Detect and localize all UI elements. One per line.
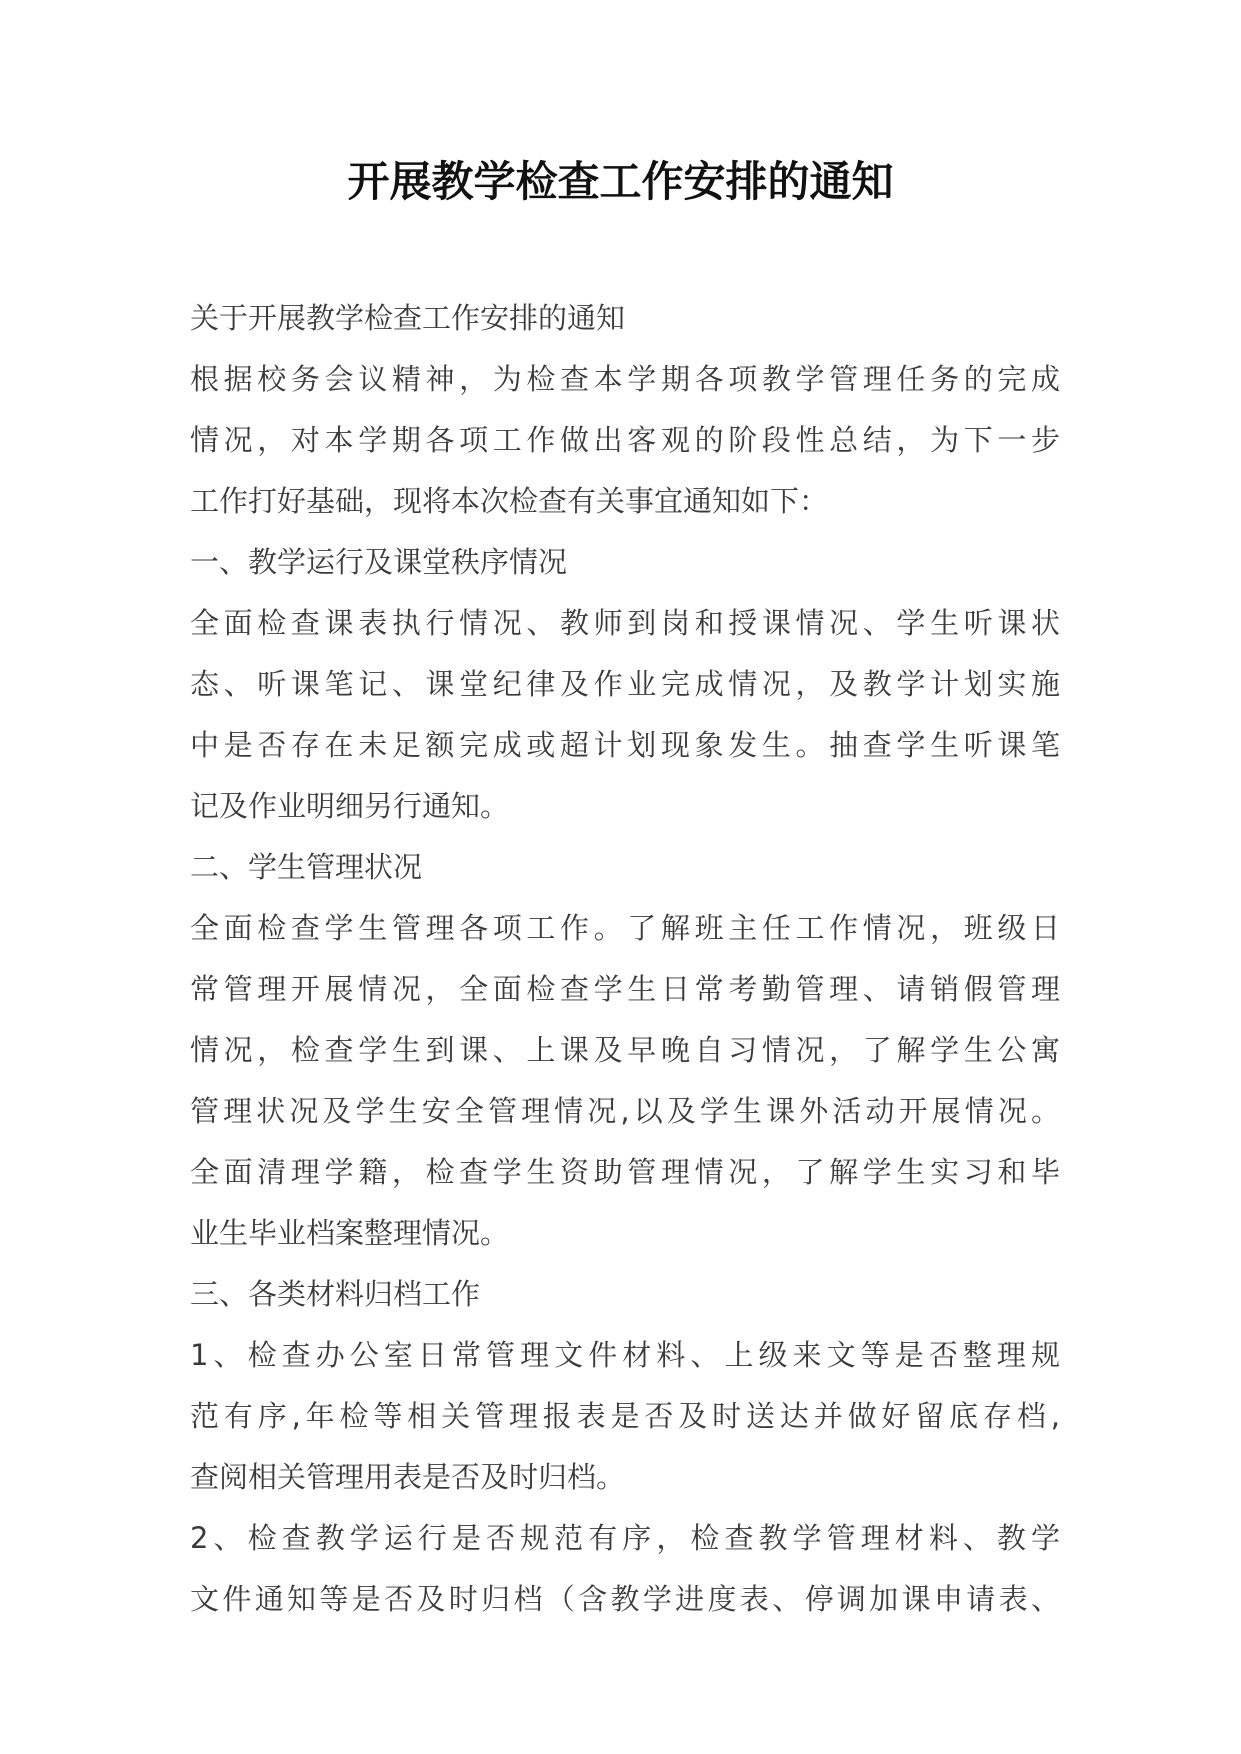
section-heading: 二、学生管理状况 <box>190 850 423 884</box>
document-body <box>190 288 1060 1630</box>
document-title: 开展教学检查工作安排的通知 <box>347 157 894 206</box>
section-heading: 一、教学运行及课堂秩序情况 <box>190 545 568 579</box>
paragraph-line: 文件通知等是否及时归档（含教学进度表、停调加课申请表、 <box>190 1582 1060 1616</box>
paragraph-line: 管理状况及学生安全管理情况,以及学生课外活动开展情况。 <box>190 1094 1060 1128</box>
section-heading: 三、各类材料归档工作 <box>190 1277 481 1311</box>
paragraph-line: 工作打好基础，现将本次检查有关事宜通知如下： <box>190 484 829 518</box>
paragraph-line: 情况，对本学期各项工作做出客观的阶段性总结，为下一步 <box>190 423 1060 457</box>
paragraph-line: 全面检查学生管理各项工作。了解班主任工作情况，班级日 <box>190 911 1060 945</box>
paragraph-line: 1、检查办公室日常管理文件材料、上级来文等是否整理规 <box>190 1338 1060 1372</box>
paragraph-line: 记及作业明细另行通知。 <box>190 789 510 823</box>
paragraph-line: 中是否存在未足额完成或超计划现象发生。抽查学生听课笔 <box>190 728 1060 762</box>
paragraph-line: 2、检查教学运行是否规范有序，检查教学管理材料、教学 <box>190 1521 1060 1555</box>
paragraph-line: 常管理开展情况，全面检查学生日常考勤管理、请销假管理 <box>190 972 1060 1006</box>
paragraph-line: 范有序,年检等相关管理报表是否及时送达并做好留底存档, <box>190 1399 1060 1433</box>
paragraph-line: 查阅相关管理用表是否及时归档。 <box>190 1460 626 1494</box>
paragraph-line: 情况，检查学生到课、上课及早晚自习情况，了解学生公寓 <box>190 1033 1060 1067</box>
paragraph-line: 业生毕业档案整理情况。 <box>190 1216 510 1250</box>
paragraph-line: 根据校务会议精神，为检查本学期各项教学管理任务的完成 <box>190 362 1060 396</box>
paragraph-line: 全面清理学籍，检查学生资助管理情况，了解学生实习和毕 <box>190 1155 1060 1189</box>
paragraph-line: 态、听课笔记、课堂纪律及作业完成情况，及教学计划实施 <box>190 667 1060 701</box>
subtitle-line: 关于开展教学检查工作安排的通知 <box>190 301 626 335</box>
paragraph-line: 全面检查课表执行情况、教师到岗和授课情况、学生听课状 <box>190 606 1060 640</box>
